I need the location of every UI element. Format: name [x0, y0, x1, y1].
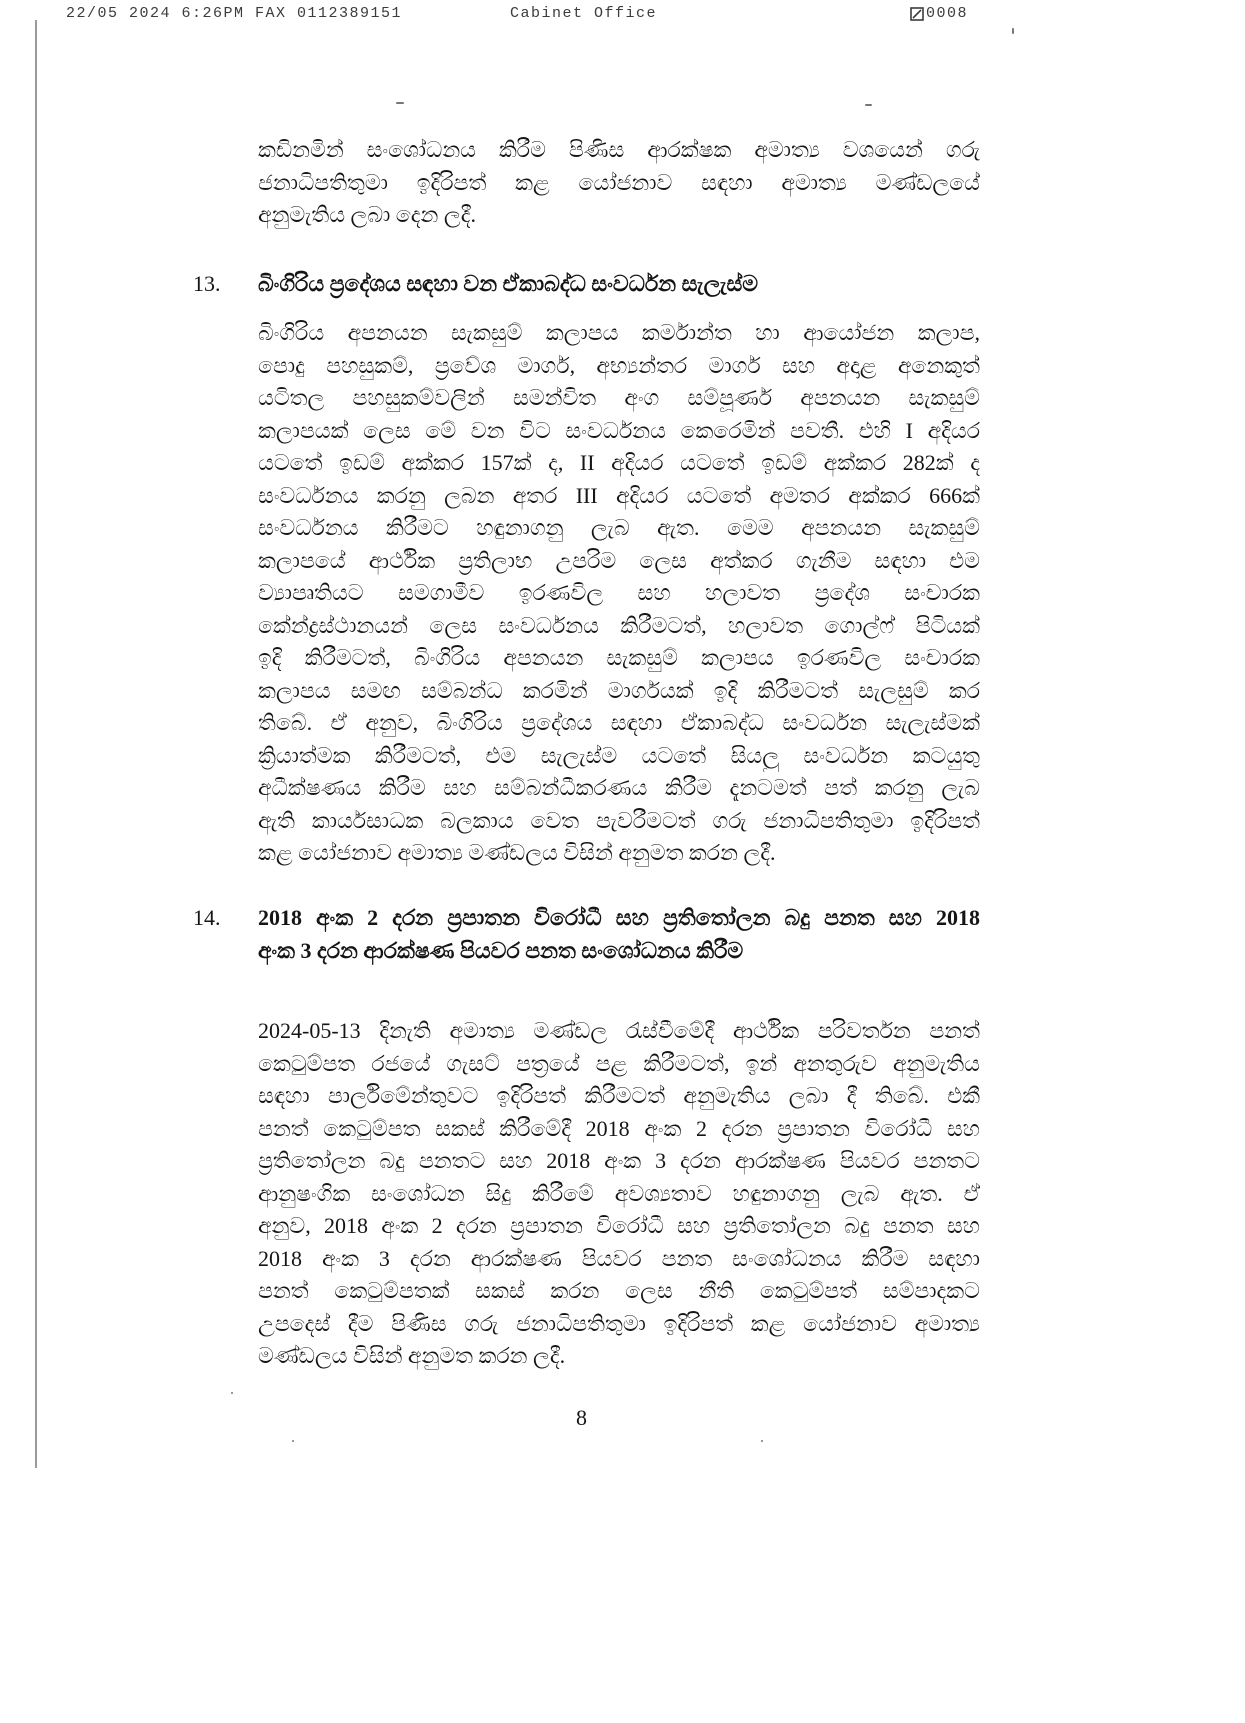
scan-speck [761, 1440, 763, 1442]
paragraph-line: සඳහා පාර්ලිමේන්තුවට ඉදිරිපත් කිරීමටත් අනුමැතිය ලබා දී තිබේ. එකී [258, 1083, 980, 1108]
paragraph-line: ජනාධිපතිතුමා ඉදිරිපත් කළ යෝජනාව සඳහා අමාත්‍ය මණ්ඩලයේ [258, 169, 980, 195]
paragraph-line: මණ්ඩලය විසින් අනුමත කරන ලදී. [258, 1343, 566, 1368]
paragraph-line: 2018 අංක 3 දරන ආරක්ෂණ පියවර පනත සංශෝධනය කිරීම සඳහා [258, 1245, 980, 1271]
section-title-line: අංක 3 දරන ආරක්ෂණ පියවර පනත සංශෝධනය කිරීම [258, 938, 744, 963]
scan-margin-line [35, 20, 37, 1468]
section-heading [258, 267, 980, 300]
intro-paragraph [258, 134, 980, 232]
paragraph-line: සංවර්ධනය කරනු ලබන අතර III අදියර යටතේ අමතර අක්කර 666ක් [258, 482, 980, 508]
paragraph-line: උපදෙස් දීම පිණිස ගරු ජනාධිපතිතුමා ඉදිරිපත් කළ යෝජනාව අමාත්‍ය [258, 1310, 980, 1336]
paragraph-line: 2024-05-13 දිනැති අමාත්‍ය මණ්ඩල රැස්වීමේදී ආර්ථික පරිවර්තන පනත් [258, 1018, 980, 1043]
section-title-line: බිංගිරිය ප්‍රදේශය සඳහා වන ඒකාබද්ධ සංවර්ධන සැලැස්ම [258, 271, 759, 296]
paragraph-line: තිබේ. ඒ අනුව, බිංගිරිය ප්‍රදේශය සඳහා ඒකාබද්ධ සංවර්ධන සැලැස්මක් [258, 710, 980, 735]
scan-speck [865, 104, 872, 106]
paragraph-line: පනත් කෙටුම්පත සකස් කිරීමේදී 2018 අංක 2 දරන ප්‍රපාතන විරෝධී සහ [258, 1115, 980, 1141]
paragraph-line: ක්‍රියාත්මක කිරීමටත්, එම සැලැස්ම යටතේ සියලු සංවර්ධන කටයුතු [258, 742, 980, 768]
section-body [258, 317, 980, 870]
paragraph-line: කලාපයක් ලෙස මේ වන විට සංවර්ධනය කෙරෙමින් පවතී. එහි I අදියර [258, 417, 980, 443]
scan-speck [231, 1392, 233, 1394]
fax-page-box-icon [910, 7, 924, 21]
paragraph-line: කළ යෝජනාව අමාත්‍ය මණ්ඩලය විසින් අනුමත කරන ලදී. [258, 840, 776, 865]
section-number: 13. [193, 271, 221, 296]
section-body [258, 1015, 980, 1373]
scan-speck [396, 102, 404, 104]
paragraph-line: පොදු පහසුකම්, ප්‍රවේශ මාර්ග, අභ්‍යන්තර මාර්ග සහ අදාළ අනෙකුත් [258, 352, 980, 378]
scan-speck [1012, 28, 1014, 34]
paragraph-line: යටිතල පහසුකම්වලින් සමන්විත අංග සම්පූර්ණ අපනයන සැකසුම් [258, 385, 980, 410]
paragraph-line: අධීක්ෂණය කිරීම සහ සම්බන්ධීකරණය කිරීම දැනටමත් පත් කරනු ලැබ [258, 775, 980, 800]
paragraph-line: ඇති කාර්යසාධක බලකාය වෙත පැවරීමටත් ගරු ජනාධිපතිතුමා ඉදිරිපත් [258, 807, 980, 833]
paragraph-line: අනුමැතිය ලබා දෙන ලදී. [258, 202, 476, 227]
fax-header-office: Cabinet Office [510, 5, 658, 22]
fax-header-info: 22/05 2024 6:26PM FAX 0112389151 [66, 5, 403, 22]
paragraph-line: කෙටුම්පත රජයේ ගැසට් පත්‍රයේ පළ කිරීමටත්, ඉන් අනතුරුව අනුමැතිය [258, 1050, 980, 1076]
paragraph-line: සංවර්ධනය කිරීමට හඳුනාගනු ලැබ ඇත. මෙම අපනයන සැකසුම් [258, 515, 980, 540]
paragraph-line: ආනුෂංගික සංශෝධන සිදු කිරීමේ අවශ්‍යතාව හඳුනාගනු ලැබ ඇත. ඒ [258, 1180, 980, 1206]
paragraph-line: ප්‍රතිතෝලන බදු පනතට සහ 2018 අංක 3 දරන ආරක්ෂණ පියවර පනතට [258, 1148, 980, 1173]
paragraph-line: කලාපය සමඟ සම්බන්ධ කරමින් මාර්ගයක් ඉදි කිරීමටත් සැලසුම් කර [258, 677, 980, 703]
paragraph-line: ව්‍යාපෘතියට සමගාමීව ඉරණවිල සහ හලාවත ප්‍රදේශ සංචාරක [258, 580, 980, 605]
page-number: 8 [576, 1405, 587, 1430]
paragraph-line: කේන්ද්‍රස්ථානයන් ලෙස සංවර්ධනය කිරීමටත්, හලාවත ගොල්ෆ් පිටියක් [258, 612, 980, 638]
scan-speck [292, 1440, 294, 1442]
section-number: 14. [193, 905, 221, 930]
fax-page-code: 0008 [926, 5, 969, 22]
paragraph-line: අනුව, 2018 අංක 2 දරන ප්‍රපාතන විරෝධී සහ ප්‍රතිතෝලන බදු පනත සහ [258, 1213, 980, 1238]
paragraph-line: කලාපයේ ආර්ථික ප්‍රතිලාභ උපරිම ලෙස අත්කර ගැනීම සඳහා එම [258, 547, 980, 573]
section-heading [258, 901, 980, 967]
section-title-line: 2018 අංක 2 දරන ප්‍රපාතන විරෝධී සහ ප්‍රතිතෝලන බදු පනත සහ 2018 [258, 905, 980, 930]
paragraph-line: ඉදි කිරීමටත්, බිංගිරිය අපනයන සැකසුම් කලාපය ඉරණවිල සංචාරක [258, 645, 980, 670]
fax-header-page-code [910, 5, 968, 22]
paragraph-line: යටතේ ඉඩම් අක්කර 157ක් ද, II අදියර යටතේ ඉඩම් අක්කර 282ක් ද [258, 450, 980, 475]
paragraph-line: පනත් කෙටුම්පතක් සකස් කරන ලෙස නීති කෙටුම්පත් සම්පාදකට [258, 1278, 980, 1303]
paragraph-line: බිංගිරිය අපනයන සැකසුම් කලාපය කර්මාන්ත හා ආයෝජන කලාප, [258, 320, 980, 345]
paragraph-line: කඩිනමින් සංශෝධනය කිරීම පිණිස ආරක්ෂක අමාත්‍ය වශයෙන් ගරු [258, 137, 980, 162]
